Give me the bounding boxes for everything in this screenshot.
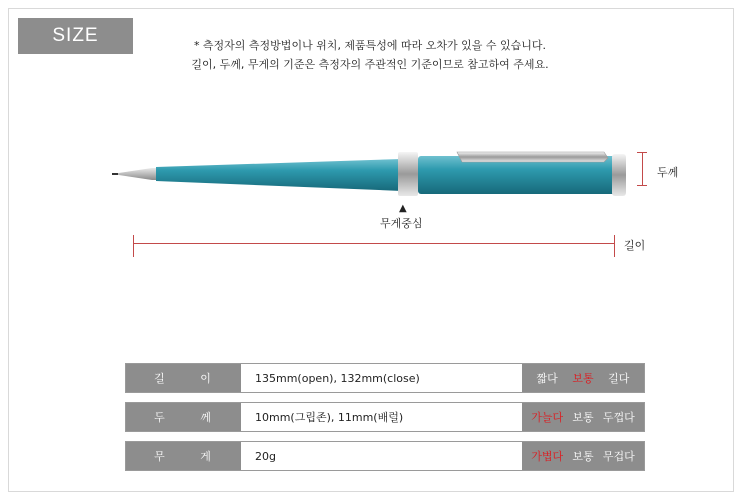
spec-row-length xyxy=(125,363,645,393)
scale-option-selected: 가볍다 xyxy=(531,450,564,463)
thickness-guide xyxy=(642,152,643,186)
scale-option: 보통 xyxy=(572,411,594,424)
length-tick-end xyxy=(614,235,615,257)
length-guide xyxy=(133,243,615,244)
thickness-tick-top xyxy=(637,152,647,153)
center-of-gravity-marker: ▲ xyxy=(399,203,407,214)
center-of-gravity-label: 무게중심 xyxy=(380,217,423,230)
scale-option: 짧다 xyxy=(536,372,558,385)
scale-option: 무겁다 xyxy=(602,450,635,463)
scale-option: 두껍다 xyxy=(602,411,635,424)
length-label: 길이 xyxy=(624,239,646,252)
spec-label: 두 께 xyxy=(126,403,241,431)
pen-clip xyxy=(457,152,608,162)
thickness-label: 두께 xyxy=(657,166,679,179)
scale-option: 길다 xyxy=(608,372,630,385)
pen-center-ring xyxy=(398,152,418,196)
spec-value: 20g xyxy=(241,442,522,470)
thickness-tick-bottom xyxy=(637,185,647,186)
spec-row-weight xyxy=(125,441,645,471)
pen-image xyxy=(112,148,632,200)
spec-scale xyxy=(522,403,644,431)
size-badge: SIZE xyxy=(18,18,133,54)
measurement-notice xyxy=(160,36,580,74)
spec-label: 무 게 xyxy=(126,442,241,470)
spec-scale xyxy=(522,442,644,470)
pen-tip xyxy=(112,168,157,180)
spec-scale xyxy=(522,364,644,392)
spec-row-thickness xyxy=(125,402,645,432)
spec-value: 10mm(그립존), 11mm(배럴) xyxy=(241,403,522,431)
scale-option: 보통 xyxy=(572,450,594,463)
pen-barrel xyxy=(156,159,402,191)
spec-label: 길 이 xyxy=(126,364,241,392)
notice-line-1: * 측정자의 측정방법이나 위치, 제품특성에 따라 오차가 있을 수 있습니다. xyxy=(193,39,547,52)
length-tick-start xyxy=(133,235,134,257)
scale-option-selected: 보통 xyxy=(572,372,594,385)
notice-line-2: 길이, 두께, 무게의 기준은 측정자의 주관적인 기준이므로 참고하여 주세요. xyxy=(191,58,549,71)
pen-cap-top xyxy=(612,154,626,196)
scale-option-selected: 가늘다 xyxy=(531,411,564,424)
spec-value: 135mm(open), 132mm(close) xyxy=(241,364,522,392)
